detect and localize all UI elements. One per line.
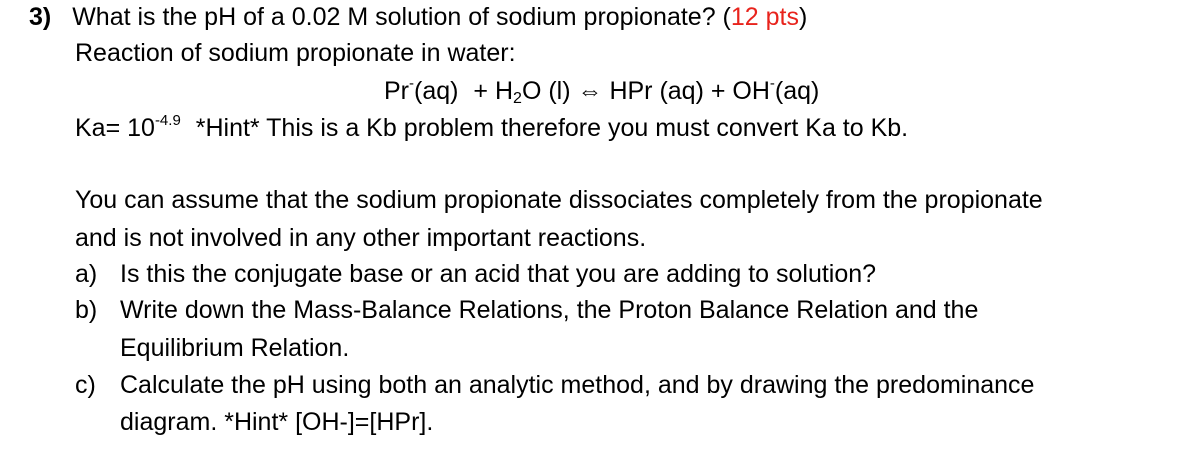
ka-line	[75, 113, 908, 147]
reactant-water: + $H_2O$ (l)	[473, 77, 571, 107]
part-c-text-line-1: Calculate the pH using both an analytic method, and by drawing the predominance	[120, 371, 1035, 399]
ka-value: $Ka= 10^{-4.9}$	[75, 112, 181, 142]
part-a-marker: a)	[75, 260, 98, 288]
part-b-text-line-2: Equilibrium Relation.	[120, 334, 350, 362]
question-text: What is the pH of a 0.02 M solution of sodium propionate? (12 pts)	[72, 3, 808, 31]
equilibrium-arrow: ⇔	[577, 77, 603, 105]
products: HPr (aq) + OH-(aq)	[609, 75, 820, 105]
kb-hint: *Hint* This is a Kb problem therefore you must convert Ka to Kb.	[195, 114, 909, 142]
part-c-text-line-2: diagram. *Hint* [OH-]=[HPr].	[120, 408, 434, 436]
assumption-line-1: You can assume that the sodium propionate dissociates completely from the propionate	[75, 186, 1043, 214]
reactant-propionate: Pr-(aq)	[384, 75, 459, 105]
part-a-text: Is this the conjugate base or an acid that you are adding to solution?	[120, 260, 877, 288]
points-value: 12 pts	[730, 3, 799, 31]
question-header	[29, 2, 807, 32]
question-number: 3)	[29, 3, 52, 31]
reaction-intro: Reaction of sodium propionate in water:	[75, 39, 516, 67]
assumption-line-2: and is not involved in any other important reactions.	[75, 224, 647, 252]
part-b-text-line-1: Write down the Mass-Balance Relations, the Proton Balance Relation and the	[120, 296, 979, 324]
part-b-marker: b)	[75, 296, 98, 324]
part-c-marker: c)	[75, 371, 96, 399]
reaction-equation	[384, 76, 819, 110]
